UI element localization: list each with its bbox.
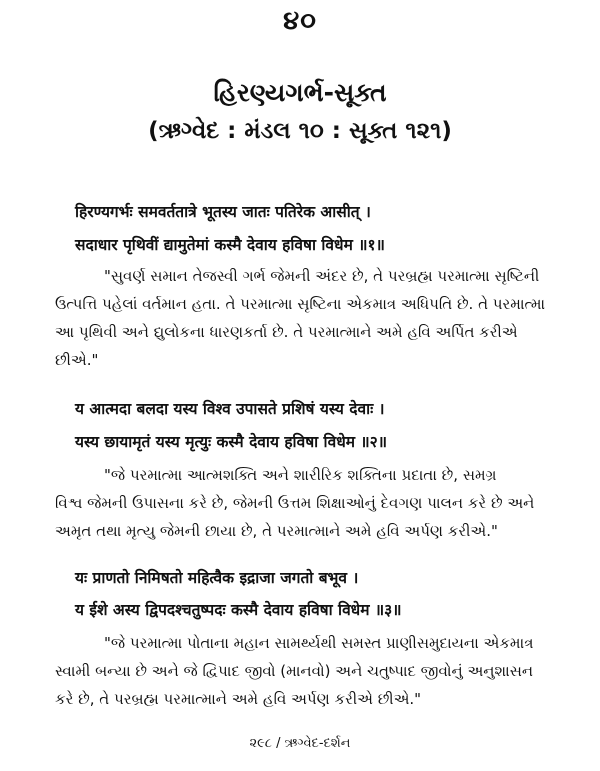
page-footer: ૨૯૮ / ઋગ્વેદ-દર્શન (249, 736, 351, 751)
page-title: હિરણ્યગર્ભ-સૂક્ત (213, 78, 387, 107)
verse-2-translation-line-2: વિશ્વ જેમની ઉપાસના કરે છે, જેમની ઉત્તમ શિક્ષાઓનું દેવગણ પાલન કરે છે અને (55, 494, 535, 512)
verse-1-translation-line-1: "સુવર્ણ સમાન તેજસ્વી ગર્ભ જેમની અંદર છે, તે પરબ્રહ્મ પરમાત્મા સૃષ્ટિની (104, 267, 540, 285)
verse-3-translation-line-3: કરે છે, તે પરબ્રહ્મ પરમાત્માને અમે હવિ અર્પણ કરીએ છીએ." (55, 690, 422, 708)
verse-3-translation-line-1: "જે પરમાત્મા પોતાના મહાન સામર્થ્યથી સમસ્ત પ્રાણીસમુદાયના એકમાત્ર (104, 634, 534, 652)
verse-1-translation-line-3: આ પૃથિવી અને દ્યુલોકના ધારણકર્તા છે. તે પરમાત્માને અમે હવિ અર્પિત કરીએ (55, 323, 518, 341)
verse-2-translation-line-3: અમૃત તથા મૃત્યુ જેમની છાયા છે, તે પરમાત્માને અમે હવિ અર્પણ કરીએ." (55, 522, 498, 540)
verse-1-translation-line-4: છીએ." (55, 351, 99, 369)
verse-3-translation-line-2: સ્વામી બન્યા છે અને જે દ્વિપાદ જીવો (માનવો) અને ચતુષ્પાદ જીવોનું અનુશાસન (55, 662, 534, 680)
verse-2-line-1: य आत्मदा बलदा यस्य विश्व उपासते प्रशिषं यस्य देवाः । (75, 400, 385, 418)
page-number: ૪૦ (283, 6, 317, 36)
verse-2-translation-line-1: "જે પરમાત્મા આત્મશક્તિ અને શારીરિક શક્તિના પ્રદાતા છે, સમગ્ર (104, 466, 497, 484)
verse-1-line-2: सदाधार पृथिवीं द्यामुतेमां कस्मै देवाय हविषा विधेम ॥१॥ (75, 236, 385, 254)
verse-2-line-2: यस्य छायामृतं यस्य मृत्युः कस्मै देवाय हविषा विधेम ॥२॥ (75, 433, 388, 451)
verse-1-line-1: हिरण्यगर्भः समवर्ततात्रे भूतस्य जातः पतिरेक आसीत् । (75, 203, 371, 221)
verse-3-line-1: यः प्राणतो निमिषतो महित्वैक इद्राजा जगतो बभूव । (75, 569, 359, 587)
verse-3-line-2: य ईशे अस्य द्विपदश्चतुष्पदः कस्मै देवाय हविषा विधेम ॥३॥ (75, 601, 402, 619)
verse-1-translation-line-2: ઉત્પત્તિ પહેલાં વર્તમાન હતા. તે પરમાત્મા સૃષ્ટિના એકમાત્ર અધિપતિ છે. તે પરમાત્મા (55, 295, 546, 313)
page-subtitle: (ઋગ્વેદ : મંડલ ૧૦ : સૂક્ત ૧૨૧) (148, 118, 452, 144)
